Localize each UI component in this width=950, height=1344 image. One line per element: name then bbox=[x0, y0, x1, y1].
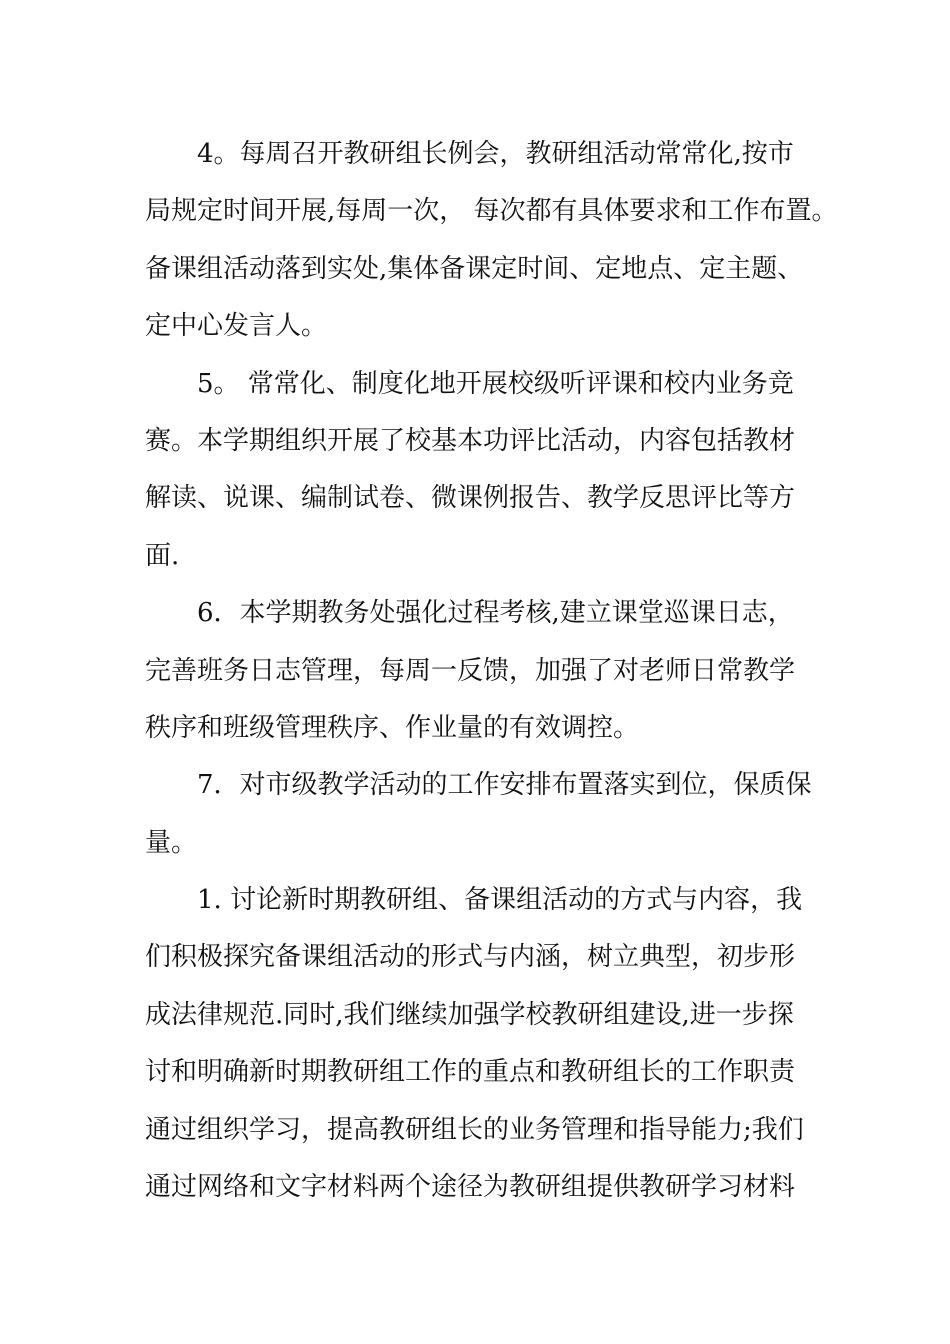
paragraph-item-4 bbox=[145, 126, 838, 356]
text-line: 们积极探究备课组活动的形式与内涵，树立典型，初步形 bbox=[145, 942, 796, 973]
text-line: 5。 常常化、制度化地开展校级听评课和校内业务竞 bbox=[197, 368, 794, 399]
document-body bbox=[145, 126, 838, 1216]
paragraph-item-6 bbox=[145, 585, 815, 757]
text-line: 1. 讨论新时期教研组、备课组活动的方式与内容，我 bbox=[197, 885, 803, 916]
paragraph-item-7 bbox=[145, 757, 815, 872]
text-line: 定中心发言人。 bbox=[145, 311, 328, 342]
text-line: 通过组织学习，提高教研组长的业务管理和指导能力;我们 bbox=[145, 1114, 804, 1145]
text-line: 秩序和班级管理秩序、作业量的有效调控。 bbox=[145, 712, 640, 743]
paragraph-item-5 bbox=[145, 356, 815, 586]
text-line: 完善班务日志管理，每周一反馈，加强了对老师日常教学 bbox=[145, 655, 796, 686]
text-line: 通过网络和文字材料两个途径为教研组提供教研学习材料 bbox=[145, 1172, 796, 1203]
text-line: 赛。本学期组织开展了校基本功评比活动，内容包括教材 bbox=[145, 425, 796, 456]
text-line: 量。 bbox=[145, 827, 198, 858]
text-line: 7．对市级教学活动的工作安排布置落实到位，保质保 bbox=[197, 770, 812, 801]
text-line: 局规定时间开展,每周一次， 每次都有具体要求和工作布置。 bbox=[145, 196, 838, 227]
text-line: 4。每周召开教研组长例会，教研组活动常常化,按市 bbox=[197, 139, 794, 169]
text-line: 解读、说课、编制试卷、微课例报告、教学反思评比等方 bbox=[145, 483, 796, 514]
text-line: 成法律规范.同时,我们继续加强学校教研组建设,进一步探 bbox=[145, 999, 794, 1030]
text-line: 6．本学期教务处强化过程考核,建立课堂巡课日志， bbox=[197, 598, 794, 629]
text-line: 备课组活动落到实处,集体备课定时间、定地点、定主题、 bbox=[145, 253, 804, 284]
paragraph-item-1 bbox=[145, 872, 815, 1216]
text-line: 讨和明确新时期教研组工作的重点和教研组长的工作职责 bbox=[145, 1057, 796, 1088]
text-line: 面. bbox=[145, 540, 180, 571]
